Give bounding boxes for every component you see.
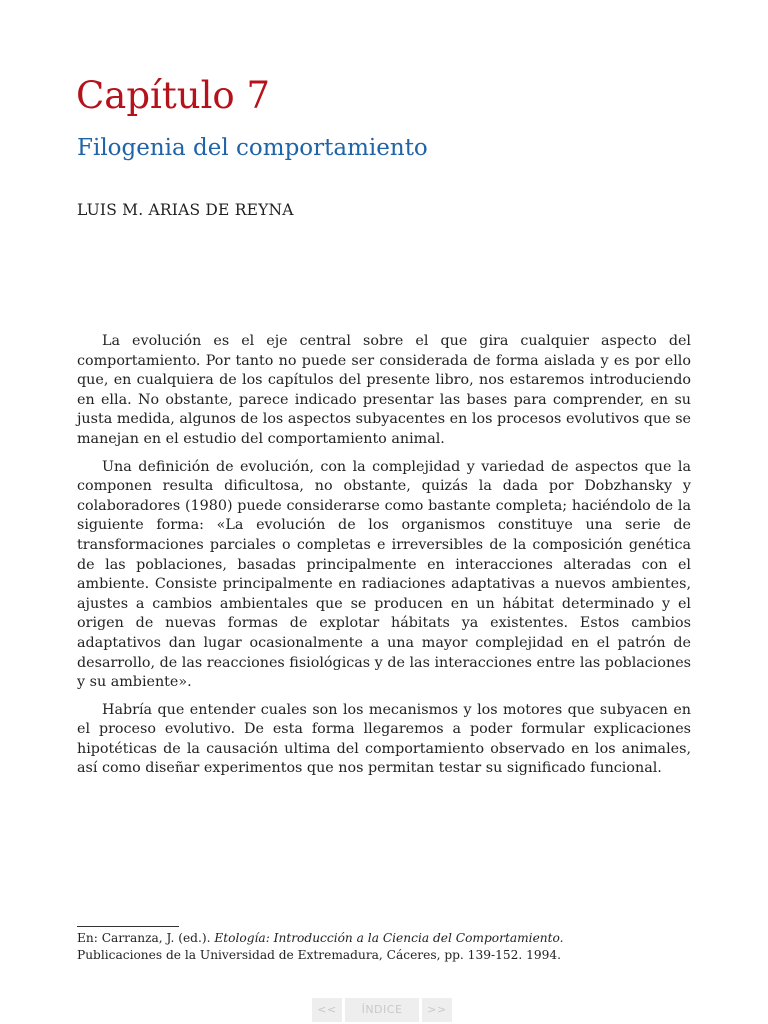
previous-page-button[interactable]: << [312,998,342,1022]
chapter-subtitle: Filogenia del comportamiento [77,135,428,161]
footnote-book-title: Etología: Introducción a la Ciencia del Comportamiento. [214,931,564,945]
footnote-publisher: Publicaciones de la Universidad de Extremadura, Cáceres, pp. 139-152. 1994. [77,948,561,962]
body-text [77,332,691,787]
paragraph: Una definición de evolución, con la complejidad y variedad de aspectos que la componen resulta dificultosa, no obstante, quizás la dada por Dobzhansky y colaboradores (1980) puede considerarse como bastante completa; haciéndolo de la siguiente forma: «La evolución de los organismos constituye una serie de transformaciones parciales o completas e irreversibles de la composición genética de las poblaciones, basadas principalmente en interacciones alteradas con el ambiente. Consiste principalmente en radiaciones adaptativas a nuevos ambientes, ajustes a cambios ambientales que se producen en un hábitat determinado y el origen de nuevas formas de explotar hábitats ya existentes. Estos cambios adaptativos dan lugar ocasionalmente a una mayor complejidad en el patrón de desarrollo, de las reacciones fisiológicas y de las interacciones entre las poblaciones y su ambiente». [77,458,691,691]
footnote [77,930,697,964]
footnote-divider [77,926,179,927]
paragraph: La evolución es el eje central sobre el que gira cualquier aspecto del comportamiento. Por tanto no puede ser considerada de forma aislada y es por ello que, en cualquiera de los capítulos del presente libro, nos estaremos introduciendo en ella. No obstante, parece indicado presentar las bases para comprender, en su justa medida, algunos de los aspectos subyacentes en los procesos evolutivos que se manejan en el estudio del comportamiento animal. [77,333,691,447]
footnote-prefix: En: Carranza, J. (ed.). [77,931,215,945]
page-navigation [312,998,452,1022]
author-name: LUIS M. ARIAS DE REYNA [77,201,294,219]
next-page-button[interactable]: >> [422,998,452,1022]
chapter-title: Capítulo 7 [76,74,270,117]
index-button[interactable]: ÍNDICE [345,998,419,1022]
footnote-citation-line [77,930,697,947]
paragraph: Habría que entender cuales son los mecanismos y los motores que subyacen en el proceso evolutivo. De esta forma llegaremos a poder formular explicaciones hipotéticas de la causación ultima del comportamiento observado en los animales, así como diseñar experimentos que nos permitan testar su significado funcional. [77,701,691,777]
